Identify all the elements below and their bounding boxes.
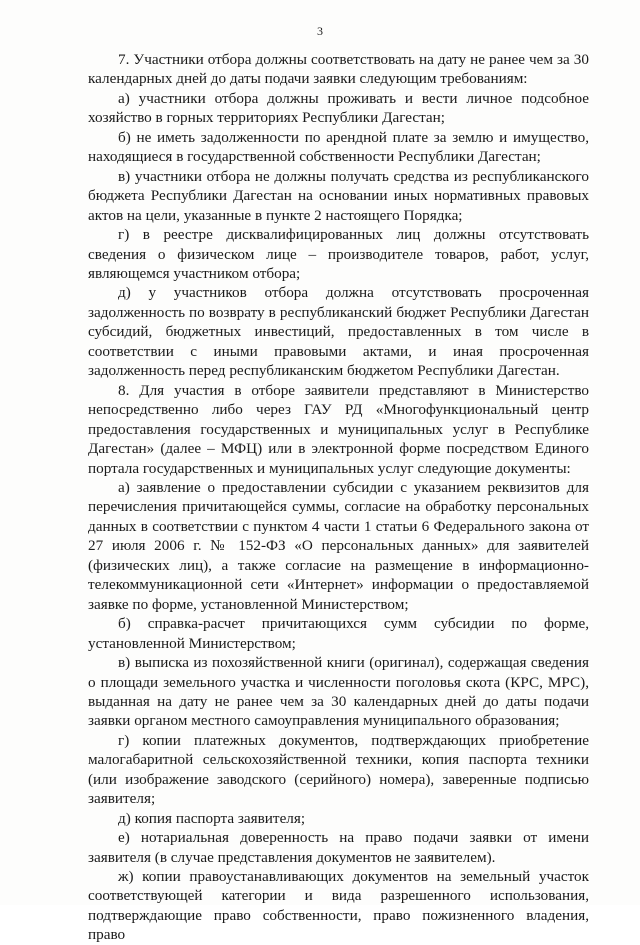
paragraph-7g: г) в реестре дисквалифицированных лиц должны отсутствовать сведения о физическом лице – производителе товаров, работ, услуг, являющемся участником отбора; xyxy=(88,226,589,282)
paragraph-7d: д) у участников отбора должна отсутствовать просроченная задолженность по возврату в республиканский бюджет Республики Дагестан субсидий, бюджетных инвестиций, предоставленных в том числе в соответствии с иными правовыми актами, и иная просроченная задолженность перед республиканским бюджетом Республики Дагестан. xyxy=(88,284,589,380)
paragraph-8b: б) справка-расчет причитающихся сумм субсидии по форме, установленной Министерством; xyxy=(88,615,589,652)
page-number: 3 xyxy=(317,24,323,38)
paragraph-8: 8. Для участия в отборе заявители представляют в Министерство непосредственно либо через ГАУ РД «Многофункциональный центр предоставления государственных и муниципальных услуг в Республике Дагестан» (далее – МФЦ) или в электронной форме посредством Единого портала государственных и муниципальных услуг следующие документы: xyxy=(88,381,589,477)
paragraph-7v: в) участники отбора не должны получать средства из республиканского бюджета Республики Дагестан на основании иных нормативных правовых актов на цели, указанные в пункте 2 настоящего Порядка; xyxy=(88,167,589,224)
paragraph-7: 7. Участники отбора должны соответствовать на дату не ранее чем за 30 календарных дней до даты подачи заявки следующим требованиям: xyxy=(88,51,589,88)
document-body xyxy=(88,50,589,945)
paragraph-7a: а) участники отбора должны проживать и вести личное подсобное хозяйство в горных территориях Республики Дагестан; xyxy=(88,89,589,127)
paragraph-8e: е) нотариальная доверенность на право подачи заявки от имени заявителя (в случае представления документов не заявителем). xyxy=(88,829,589,866)
paragraph-8g: г) копии платежных документов, подтверждающих приобретение малогабаритной сельскохозяйственной техники, копия паспорта техники (или изображение заводского (серийного) номера), заверенные подписью заявителя; xyxy=(88,731,589,808)
paragraph-7b: б) не иметь задолженности по арендной плате за землю и имущество, находящиеся в государственной собственности Республики Дагестан; xyxy=(88,128,589,166)
paragraph-8d: д) копия паспорта заявителя; xyxy=(118,809,306,827)
paragraph-8a: а) заявление о предоставлении субсидии с указанием реквизитов для перечисления причитающейся суммы, согласие на обработку персональных данных в соответствии с пунктом 4 части 1 статьи 6 Федерального закона от 27 июля 2006 г. № 152-ФЗ «О персональных данных» для заявителей (физических лиц), а также согласие на размещение в информационно-телекоммуникационной сети «Интернет» информации о предоставляемой заявке по форме, установленной Министерством; xyxy=(88,478,589,613)
paragraph-8zh: ж) копии правоустанавливающих документов на земельный участок соответствующей категории и вида разрешенного использования, подтверждающие право собственности, право пожизненного владения, право xyxy=(88,868,589,944)
paragraph-8v: в) выписка из похозяйственной книги (оригинал), содержащая сведения о площади земельного участка и численности поголовья скота (КРС, МРС), выданная на дату не ранее чем за 30 календарных дней до даты подачи заявки органом местного самоуправления муниципального образования; xyxy=(88,654,589,730)
